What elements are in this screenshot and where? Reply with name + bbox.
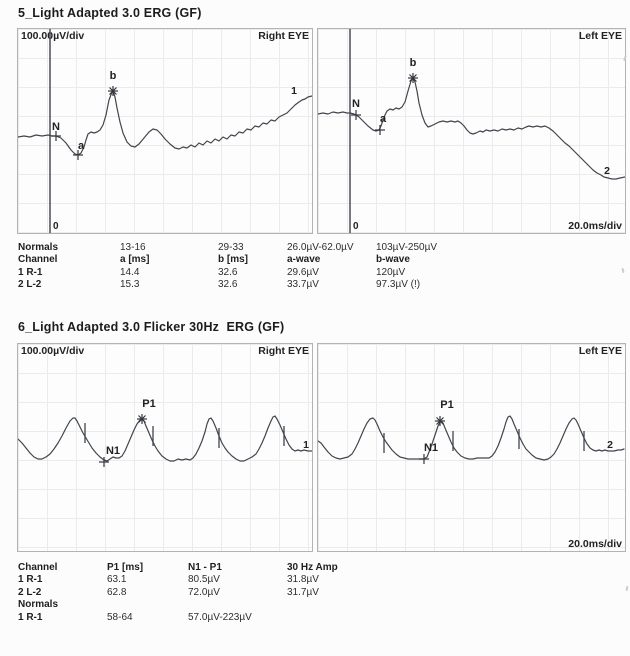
- col-header: b-wave: [376, 254, 410, 266]
- cell: 31.7µV: [287, 586, 319, 598]
- svg-text:b: b: [409, 57, 417, 69]
- cell: 57.0µV-223µV: [188, 611, 252, 623]
- row-label: 1 R-1: [18, 574, 43, 586]
- time-zero-label: 0: [53, 221, 59, 232]
- cell: 120µV: [376, 266, 406, 278]
- svg-text:a: a: [77, 140, 85, 152]
- svg-text:N1: N1: [423, 442, 439, 454]
- cell: 63.1: [107, 574, 127, 586]
- eye-label: Left EYE: [578, 30, 622, 42]
- svg-text:b: b: [109, 70, 117, 82]
- svg-text:1: 1: [291, 85, 297, 97]
- eye-label: Right EYE: [258, 30, 309, 42]
- svg-text:N: N: [352, 98, 360, 110]
- svg-text:P1: P1: [440, 399, 454, 411]
- svg-text:N1: N1: [105, 445, 121, 457]
- scan-artifact: [623, 55, 627, 61]
- svg-text:a: a: [379, 113, 387, 125]
- cell: 62.8: [107, 586, 127, 598]
- row-label: Normals: [18, 599, 59, 611]
- timebase-label: 20.0ms/div: [568, 538, 622, 550]
- svg-text:2: 2: [607, 439, 613, 451]
- section-5-title: 5_Light Adapted 3.0 ERG (GF): [18, 6, 202, 20]
- cell: 32.6: [218, 266, 238, 278]
- cell: 14.4: [120, 266, 140, 278]
- scale-label: 100.00µV/div: [21, 345, 85, 357]
- col-header: 30 Hz Amp: [287, 562, 338, 573]
- col-header: a [ms]: [120, 254, 150, 266]
- erg-waveform-left: [318, 29, 625, 233]
- row-label: Channel: [18, 254, 58, 266]
- row-label: 1 R-1: [18, 266, 43, 278]
- cell: 32.6: [218, 279, 238, 291]
- cell: 97.3µV (!): [376, 279, 421, 291]
- col-header: b [ms]: [218, 254, 248, 266]
- cell: 29.6µV: [287, 266, 319, 278]
- cell: 29-33: [218, 242, 244, 253]
- svg-text:2: 2: [604, 165, 610, 177]
- scan-artifact: [621, 268, 624, 273]
- scan-artifact: [626, 586, 629, 591]
- col-header: a-wave: [287, 254, 321, 266]
- col-header: P1 [ms]: [107, 562, 144, 573]
- row-label: 2 L-2: [18, 279, 42, 291]
- svg-text:N: N: [52, 121, 60, 133]
- svg-text:1: 1: [303, 439, 309, 451]
- eye-label: Left EYE: [578, 345, 622, 357]
- row-label: 1 R-1: [18, 611, 43, 623]
- cell: 13-16: [120, 242, 146, 253]
- cell: 31.8µV: [287, 574, 319, 586]
- flicker-chart-left-eye: [317, 343, 626, 552]
- row-label: Normals: [18, 242, 59, 253]
- cell: 33.7µV: [287, 279, 319, 291]
- cell: 26.0µV-62.0µV: [287, 242, 354, 253]
- timebase-label: 20.0ms/div: [568, 220, 622, 232]
- flicker-chart-right-eye: [17, 343, 313, 552]
- time-zero-label: 0: [353, 221, 359, 232]
- cell: 72.0µV: [188, 586, 220, 598]
- eye-label: Right EYE: [258, 345, 309, 357]
- row-label: 2 L-2: [18, 586, 42, 598]
- cell: 103µV-250µV: [376, 242, 438, 253]
- erg-chart-right-eye: [17, 28, 313, 234]
- cell: 80.5µV: [188, 574, 220, 586]
- erg-waveform-right: [18, 29, 312, 233]
- row-label: Channel: [18, 562, 58, 573]
- cell: 58-64: [107, 611, 133, 623]
- svg-text:P1: P1: [142, 398, 156, 410]
- flicker-waveform-left: [318, 344, 625, 551]
- flicker-waveform-right: [18, 344, 312, 551]
- erg-chart-left-eye: [317, 28, 626, 234]
- cell: 15.3: [120, 279, 140, 291]
- col-header: N1 - P1: [188, 562, 222, 573]
- scale-label: 100.00µV/div: [21, 30, 85, 42]
- section-6-title: 6_Light Adapted 3.0 Flicker 30Hz ERG (GF): [18, 320, 285, 334]
